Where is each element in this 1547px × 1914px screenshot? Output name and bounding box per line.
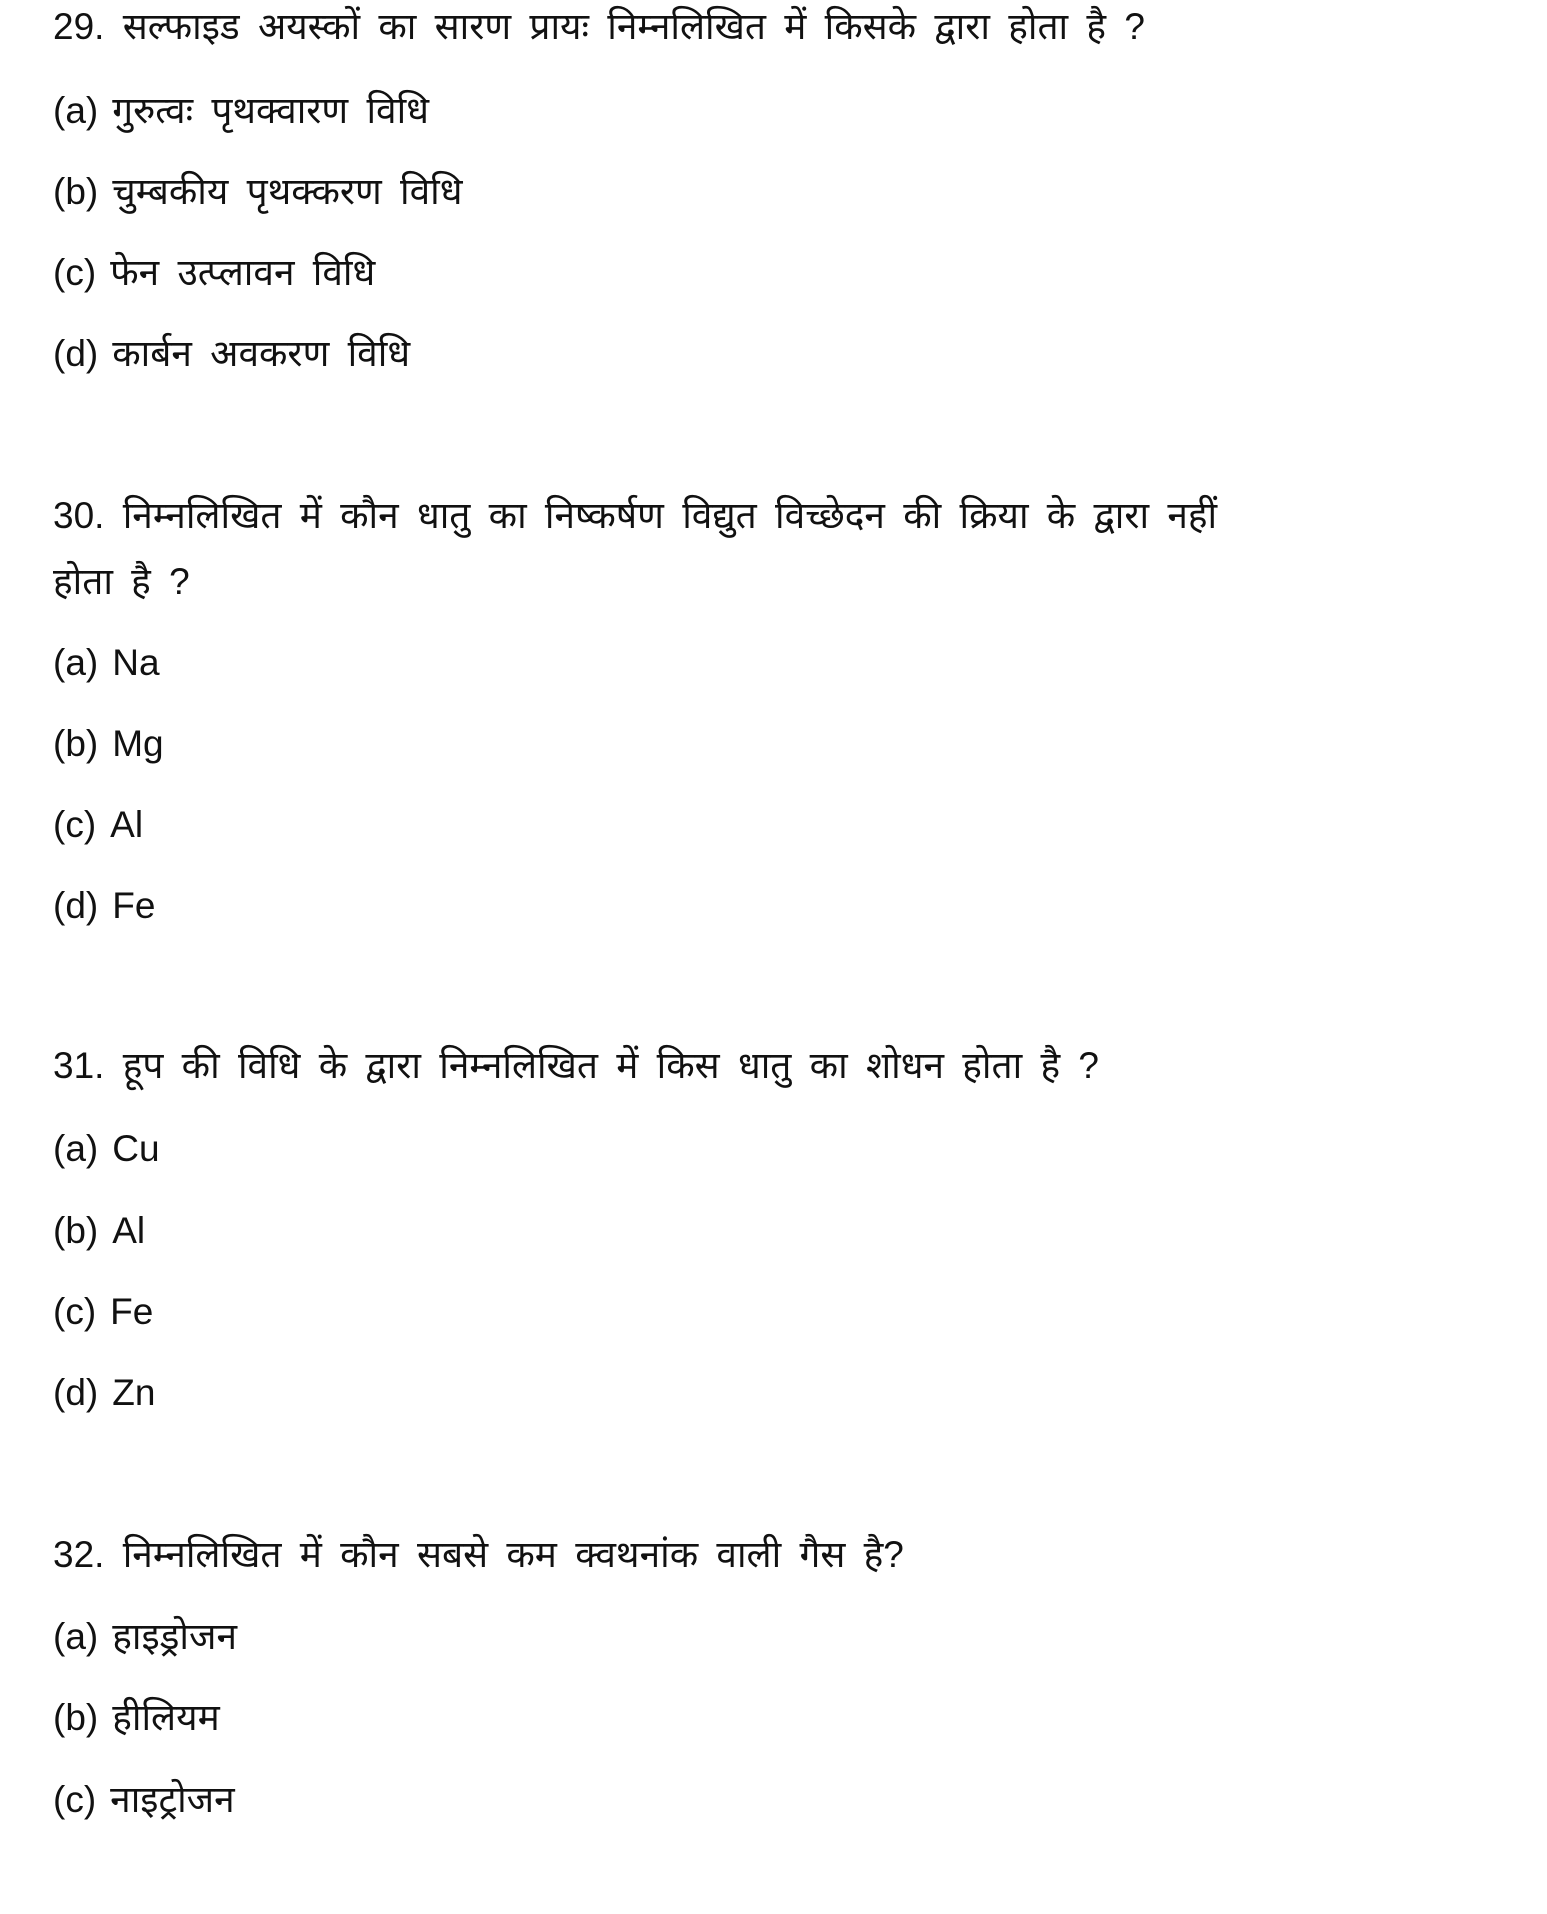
option-label: (b) (53, 1697, 99, 1738)
question-number: 31. (53, 1045, 105, 1086)
option-30-a (53, 641, 160, 685)
option-label: (b) (53, 1210, 99, 1251)
option-31-d (53, 1371, 155, 1415)
option-label: (d) (53, 885, 99, 926)
option-31-c (53, 1290, 153, 1334)
question-number: 30. (53, 495, 105, 536)
option-text: चुम्बकीय पृथक्करण विधि (112, 171, 463, 212)
option-31-a (53, 1127, 160, 1171)
option-29-c (53, 251, 375, 295)
option-label: (a) (53, 1616, 99, 1657)
option-text: Cu (112, 1128, 160, 1169)
option-text: Zn (112, 1372, 156, 1413)
option-text: नाइट्रोजन (110, 1779, 235, 1820)
question-text: निम्नलिखित में कौन धातु का निष्कर्षण विद्युत विच्छेदन की क्रिया के द्वारा नहीं (122, 495, 1218, 536)
option-label: (b) (53, 171, 99, 212)
option-label: (c) (53, 1779, 97, 1820)
question-32 (53, 1533, 904, 1577)
question-31 (53, 1044, 1099, 1088)
option-label: (c) (53, 1291, 97, 1332)
option-29-b (53, 170, 463, 214)
option-label: (a) (53, 1128, 99, 1169)
option-29-a (53, 89, 429, 133)
question-text: निम्नलिखित में कौन सबसे कम क्वथनांक वाली गैस है? (122, 1534, 904, 1575)
option-label: (a) (53, 90, 99, 131)
option-32-c (53, 1778, 235, 1822)
option-32-a (53, 1615, 237, 1659)
option-text: हीलियम (112, 1697, 220, 1738)
option-text: Fe (110, 1291, 154, 1332)
question-text: सल्फाइड अयस्कों का सारण प्रायः निम्नलिखित में किसके द्वारा होता है ? (122, 6, 1145, 47)
question-number: 32. (53, 1534, 105, 1575)
option-text: गुरुत्वः पृथक्वारण विधि (112, 90, 429, 131)
question-text: हूप की विधि के द्वारा निम्नलिखित में किस धातु का शोधन होता है ? (122, 1045, 1099, 1086)
option-29-d (53, 332, 410, 376)
option-text: Al (110, 804, 144, 845)
option-30-c (53, 803, 143, 847)
option-label: (c) (53, 804, 97, 845)
option-label: (d) (53, 333, 99, 374)
option-text: Mg (112, 723, 164, 764)
question-30 (53, 494, 1217, 538)
option-30-d (53, 884, 155, 928)
option-text: हाइड्रोजन (112, 1616, 237, 1657)
option-text: फेन उत्प्लावन विधि (110, 252, 376, 293)
option-label: (d) (53, 1372, 99, 1413)
option-label: (a) (53, 642, 99, 683)
question-29 (53, 5, 1145, 49)
option-32-b (53, 1696, 220, 1740)
question-number: 29. (53, 6, 105, 47)
option-label: (c) (53, 252, 97, 293)
option-text: कार्बन अवकरण विधि (112, 333, 411, 374)
option-text: Al (112, 1210, 146, 1251)
option-label: (b) (53, 723, 99, 764)
option-text: Fe (112, 885, 156, 926)
option-31-b (53, 1209, 145, 1253)
option-text: Na (112, 642, 160, 683)
question-30-line2: होता है ? (53, 561, 190, 602)
option-30-b (53, 722, 164, 766)
